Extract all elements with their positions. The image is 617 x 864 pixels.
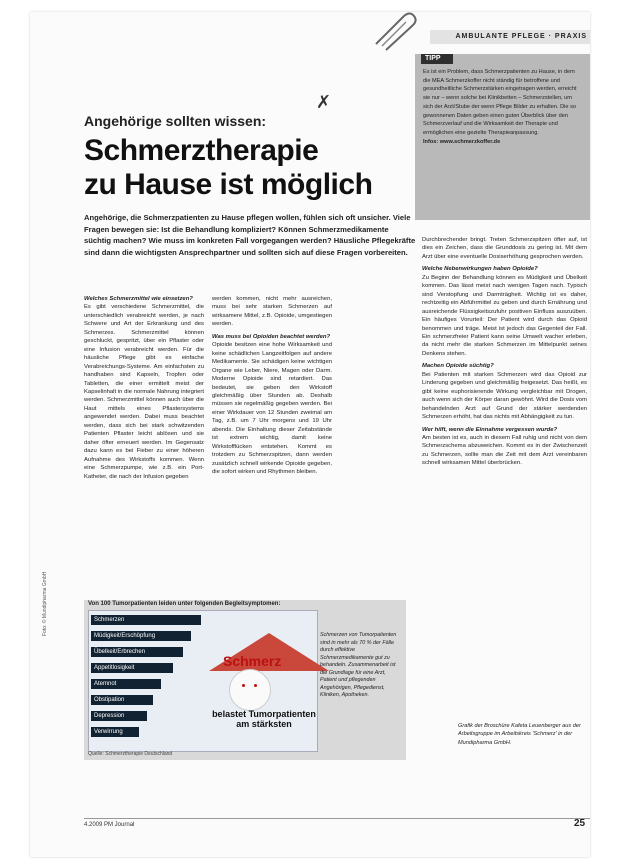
- body-text: Zu Beginn der Behandlung können es Müdigkeit und Übelkeit kommen. Das lässt meist nach wenigen Tagen nach. Typisch sind Verstopfung und Darmträgheit. Wichtig ist es daher, rechtzeitig ein Abführmittel zu geben und durch Ernährung und ausreichende Flüssigkeitszufuhr positiven Einfluss auszuüben. Ein häufiges Vorurteil: Der Patient wird durch das Opioid benommen und träge. Meist ist jedoch das Gegenteil der Fall. Ein schmerzfreier Patient kann seine Umwelt wacher erleben, da nicht mehr die starken Schmerzen im Mittelpunkt seines Denkens stehen.: [422, 274, 587, 357]
- subheading: Was muss bei Opioiden beachtet werden?: [212, 333, 331, 340]
- symptom-bar: Atemnot: [91, 679, 161, 689]
- body-text: Durchbrechender bringt. Treten Schmerzspitzen öfter auf, ist dies ein Zeichen, dass die Grunddosis zu gering ist. Mit dem Arzt über eine eventuelle Dosiserhöhung gesprochen werden.: [422, 237, 587, 260]
- column-1: [84, 295, 204, 481]
- body-text: werden kommen, nicht mehr ausreichen, muss bei sehr starken Schmerzen auf wirksamere Mittel, z.B. Opioide, umgestiegen werden.: [212, 296, 332, 328]
- title-line-1: Schmerztherapie: [84, 134, 319, 167]
- column-3: [422, 236, 587, 468]
- body-text: Opioide besitzen eine hohe Wirksamkeit und keine schädlichen Langzeitfolgen auf andere Medikamente. Sie schädigen keine wichtigen Organe wie Leber, Niere, Magen oder Darm. Moderne Opioide sind retardiert. Das bedeutet, sie geben den Wirkstoff gleichmäßig über Stunden ab. Deshalb müssen sie regelmäßig gegeben werden. Bei einer Wirkdauer von 12 Stunden zweimal am Tag, z.B. um 7 Uhr morgens und 19 Uhr abends. Die Einhaltung dieser Zeitabstände ist extrem wichtig, damit keine Wirkstofflücken entstehen. Kommt es trotzdem zu Schmerzspitzen, dann werden zusätzlich schnell wirkende Opioide gegeben, die sofort wirken und Rhythmen bleiben.: [212, 342, 332, 476]
- footer-divider: [84, 818, 590, 819]
- symptom-bar: Schmerzen: [91, 615, 201, 625]
- handwritten-mark-icon: ✗: [316, 92, 332, 112]
- figure-title: Von 100 Tumorpatienten leiden unter folgenden Begleitsymptomen:: [88, 601, 281, 607]
- symptom-figure: [84, 600, 406, 760]
- tipp-label: TIPP: [421, 54, 453, 64]
- tipp-link[interactable]: Infos: www.schmerzkoffer.de: [423, 138, 501, 145]
- page-number: 25: [574, 818, 586, 829]
- face-icon: [229, 669, 271, 711]
- body-text: Bei Patienten mit starken Schmerzen wird das Opioid zur Linderung gegeben und gleichmäßig freigesetzt. Das heißt, es gibt keine euphorisierende Wirkung vergleichbar mit Drogen, auch wenn sich der Körper daran gewöhnt. Wird die Dosis vom behandelnden Arzt auf Grund der stärker werdenden Schmerzen erhöht, hat das nichts mit Abhängigkeit zu tun.: [422, 371, 587, 421]
- body-text: Es gibt verschiedene Schmerzmittel, die unterschiedlich verabreicht werden, je nach Schwere und Art der Erkrankung und des Schmerzes. Schmerzmittel können geschluckt, gespritzt, über ein Pflaster oder eine Infusion verabreicht werden. Für die häusliche Pflege gibt es einfache Verabreichungs-Systeme. Am einfachsten zu handhaben sind Kapseln, Tropfen oder Tabletten, die einer ermittelt meist der Kapselinhalt in die normale Nahrung integriert werden. Schmerzmittel können auch über die Haut mittels eines Pflastersystems angewendet werden. Dabei muss beachtet werden, dass sich bei stark schwitzenden Patienten Pflaster leicht ablösen und sie daher öfter erneuert werden. Im Gegensatz dazu kann es bei Fieber zu einer höheren Aufnahme des Wirkstoffs kommen. Wenn eine Schmerzpumpe, wie z.B. ein Port-Katheter, die nach der Infusion gegeben: [84, 304, 204, 480]
- eye-icon: [242, 684, 245, 687]
- article-title: [84, 134, 372, 202]
- article-kicker: Angehörige sollten wissen:: [84, 113, 267, 129]
- figure-graphic: [88, 610, 318, 752]
- paperclip-icon: [368, 8, 418, 52]
- symptom-bar: Müdigkeit/Erschöpfung: [91, 631, 191, 641]
- graphic-word: Schmerz: [223, 653, 282, 669]
- article-footnote: Grafik der Broschüre Kafeta Leuenberger aus der Arbeitsgruppe im Arbeitskreis 'Schmerz' in der Mundipharma GmbH.: [458, 723, 581, 746]
- symptom-bar: Appetitlosigkeit: [91, 663, 173, 673]
- symptom-bar: Verwirrung: [91, 727, 139, 737]
- tipp-text: [423, 68, 583, 146]
- symptom-bar: Obstipation: [91, 695, 153, 705]
- subheading: Machen Opioide süchtig?: [422, 363, 494, 370]
- subheading: Welche Nebenwirkungen haben Opioide?: [422, 266, 538, 273]
- photo-credit: Foto: © Mundipharma GmbH: [42, 571, 48, 636]
- figure-credit: Quelle: Schmerztherapie Deutschland: [88, 751, 173, 757]
- symptom-bar: Übelkeit/Erbrechen: [91, 647, 183, 657]
- article-lead: Angehörige, die Schmerzpatienten zu Hause pflegen wollen, fühlen sich oft unsicher. Viele Fragen bewegen sie: Ist die Behandlung kompliziert? Können Schmerzmedikamente süchtig machen? Wie muss im konkreten Fall vorgegangen werden? Häusliche Pflegekräfte sind dann die wichtigsten Ansprechpartner und sollten sich auf diese Fragen vorbereiten.: [84, 213, 416, 257]
- graphic-subtitle: belastet Tumorpatienten am stärksten: [212, 709, 316, 729]
- section-header: AMBULANTE PFLEGE · PRAXIS: [430, 30, 590, 44]
- column-2: [212, 295, 332, 477]
- tipp-box: [415, 54, 590, 220]
- symptom-bar: Depression: [91, 711, 147, 721]
- subheading: Wer hilft, wenn die Einnahme vergessen wurde?: [422, 426, 558, 433]
- title-line-2: zu Hause ist möglich: [84, 168, 373, 201]
- body-text: Am besten ist es, auch in diesem Fall ruhig und nicht von dem Schmerzschema abzuweichen. Kommt es in der Zwischenzeit zu Schmerzen, sollte man die Zeit mit dem Arzt vereinbaren schnell wirksamen Mittel überbrücken.: [422, 434, 587, 467]
- tipp-body: Es ist ein Problem, dass Schmerzpatienten zu Hause, in dem die MEA Schmerzkoffer nicht ständig für betroffene und gesundheitliche Schmerzstärken eingetragen werden, erreicht sie nur – wenn solche bei Klinikbetten – Schmerzstellen, um sich der Arzt/Stube der wenn Pflege Bilder zu erhalten. Die so gewonnenen Daten geben einen guten Überblick über den Schmerzverlauf und die Wirksamkeit der Therapie und ermöglichen eine gezielte Therapieanpassung.: [423, 69, 577, 136]
- eye-icon: [254, 684, 257, 687]
- subheading: Welches Schmerzmittel wie einsetzen?: [84, 296, 193, 302]
- issue-label: 4.2009 PM Journal: [84, 822, 135, 828]
- figure-caption: Schmerzen von Tumorpatienten sind in mehr als 70 % der Fälle durch effektive Schmerzmedikamente gut zu behandeln. Zusammenarbeit ist die Grundlage für eine Arzt, Patient und pflegenden Angehörigen, Pflegedienst, Kliniken, Apotheken.: [320, 632, 397, 698]
